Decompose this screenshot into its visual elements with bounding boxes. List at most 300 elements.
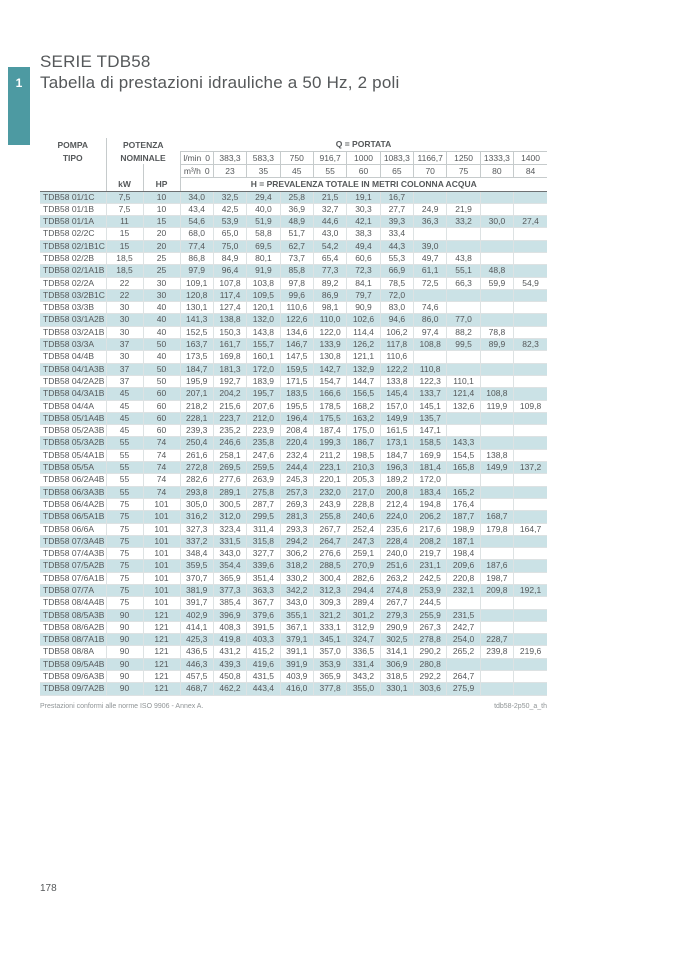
head-value-cell: 133,9 [313,339,346,351]
head-value-cell: 267,7 [313,523,346,535]
head-value-cell: 198,5 [347,449,380,461]
head-value-cell: 77,3 [313,265,346,277]
head-value-cell [414,191,447,203]
head-value-cell: 146,7 [280,339,313,351]
head-value-cell: 223,1 [313,462,346,474]
header-pompa: POMPA [57,139,89,150]
head-value-cell: 157,0 [380,400,413,412]
head-value-cell: 443,4 [247,683,280,695]
head-value-cell: 303,6 [414,683,447,695]
head-value-cell: 110,6 [280,302,313,314]
pump-type-cell: TDB58 01/1B [40,203,106,215]
hp-cell: 30 [143,289,180,301]
header-blank [40,164,106,177]
head-value-cell: 294,4 [347,585,380,597]
head-value-cell: 32,5 [213,191,246,203]
hp-cell: 74 [143,437,180,449]
hp-cell: 121 [143,634,180,646]
head-value-cell [447,289,480,301]
head-value-cell: 299,5 [247,511,280,523]
head-value-cell: 348,4 [180,548,213,560]
head-value-cell: 39,0 [414,240,447,252]
header-row-m3h [40,164,547,177]
kw-cell: 18,5 [106,265,143,277]
kw-cell: 75 [106,523,143,535]
header-m3h-4: 55 [313,164,346,177]
head-value-cell: 277,6 [213,474,246,486]
head-value-cell: 287,7 [247,498,280,510]
hp-cell: 74 [143,449,180,461]
kw-cell: 37 [106,339,143,351]
head-value-cell: 391,9 [280,658,313,670]
hp-cell: 74 [143,486,180,498]
pump-type-cell: TDB58 04/3A1B [40,388,106,400]
head-value-cell: 343,0 [213,548,246,560]
kw-cell: 15 [106,240,143,252]
hp-cell: 60 [143,388,180,400]
head-value-cell: 207,1 [180,388,213,400]
head-value-cell: 44,3 [380,240,413,252]
head-value-cell: 77,0 [447,314,480,326]
head-value-cell: 122,0 [313,326,346,338]
head-value-cell: 246,6 [213,437,246,449]
table-row [40,511,547,523]
hp-cell: 101 [143,597,180,609]
section-number: 1 [15,76,23,90]
head-value-cell: 120,8 [180,289,213,301]
table-row [40,535,547,547]
head-value-cell: 186,7 [347,437,380,449]
head-value-cell: 169,8 [213,351,246,363]
head-value-cell: 179,8 [480,523,513,535]
head-value-cell: 44,6 [313,216,346,228]
head-value-cell: 120,1 [247,302,280,314]
head-value-cell: 194,8 [414,498,447,510]
table-row [40,425,547,437]
head-value-cell: 359,5 [180,560,213,572]
head-value-cell: 78,5 [380,277,413,289]
pump-type-cell: TDB58 07/7A [40,585,106,597]
head-value-cell: 134,6 [280,326,313,338]
head-value-cell: 89,2 [313,277,346,289]
head-value-cell [447,240,480,252]
head-value-cell: 219,6 [514,646,547,658]
table-row [40,351,547,363]
head-value-cell: 53,9 [213,216,246,228]
head-value-cell: 261,6 [180,449,213,461]
pump-type-cell: TDB58 08/7A1B [40,634,106,646]
hp-cell: 50 [143,375,180,387]
head-value-cell [480,425,513,437]
head-value-cell [514,548,547,560]
pump-type-cell: TDB58 03/2A1B [40,326,106,338]
head-value-cell: 173,5 [180,351,213,363]
head-value-cell: 54,9 [514,277,547,289]
head-value-cell: 223,7 [213,412,246,424]
head-value-cell: 312,9 [347,621,380,633]
pump-type-cell: TDB58 09/5A4B [40,658,106,670]
head-value-cell: 300,5 [213,498,246,510]
head-value-cell: 127,4 [213,302,246,314]
header-blank [40,177,106,191]
head-value-cell: 279,3 [380,609,413,621]
head-value-cell [480,597,513,609]
head-value-cell [514,486,547,498]
table-row [40,609,547,621]
kw-cell: 90 [106,671,143,683]
head-value-cell: 209,6 [447,560,480,572]
head-value-cell: 198,9 [447,523,480,535]
head-value-cell [480,437,513,449]
head-value-cell: 150,3 [213,326,246,338]
pump-type-cell: TDB58 03/2B1C [40,289,106,301]
table-row [40,326,547,338]
head-value-cell: 239,3 [180,425,213,437]
head-value-cell: 280,8 [414,658,447,670]
head-value-cell: 315,8 [247,535,280,547]
kw-cell: 75 [106,548,143,560]
head-value-cell: 72,5 [414,277,447,289]
head-value-cell: 34,0 [180,191,213,203]
head-value-cell [514,302,547,314]
pump-type-cell: TDB58 01/1A [40,216,106,228]
head-value-cell [514,658,547,670]
head-value-cell: 117,8 [380,339,413,351]
head-value-cell: 163,7 [180,339,213,351]
head-value-cell [480,375,513,387]
head-value-cell: 69,5 [247,240,280,252]
head-value-cell: 305,0 [180,498,213,510]
head-value-cell: 166,6 [313,388,346,400]
head-value-cell: 355,0 [347,683,380,695]
head-value-cell: 264,7 [313,535,346,547]
head-value-cell: 212,0 [247,412,280,424]
head-value-cell: 187,4 [313,425,346,437]
head-value-cell: 425,3 [180,634,213,646]
table-row [40,646,547,658]
header-lmin-10: 1400 [514,151,547,164]
head-value-cell: 235,2 [213,425,246,437]
hp-cell: 101 [143,572,180,584]
head-value-cell: 245,3 [280,474,313,486]
head-value-cell: 86,9 [313,289,346,301]
head-value-cell: 192,1 [514,585,547,597]
head-value-cell: 318,5 [380,671,413,683]
head-value-cell: 209,8 [480,585,513,597]
head-value-cell: 351,4 [247,572,280,584]
head-value-cell: 110,0 [313,314,346,326]
head-value-cell [514,326,547,338]
head-value-cell: 367,1 [280,621,313,633]
head-value-cell: 106,2 [380,326,413,338]
head-value-cell: 290,9 [380,621,413,633]
head-value-cell: 39,3 [380,216,413,228]
table-row [40,548,547,560]
kw-cell: 18,5 [106,252,143,264]
head-value-cell: 343,0 [280,597,313,609]
head-value-cell: 276,6 [313,548,346,560]
head-value-cell: 147,5 [280,351,313,363]
head-value-cell [514,375,547,387]
head-value-cell: 247,3 [347,535,380,547]
head-value-cell [414,289,447,301]
head-value-cell: 82,3 [514,339,547,351]
head-value-cell: 254,0 [447,634,480,646]
head-value-cell: 381,9 [180,585,213,597]
hp-cell: 121 [143,609,180,621]
head-value-cell: 145,4 [380,388,413,400]
head-value-cell: 275,9 [447,683,480,695]
head-value-cell: 306,9 [380,658,413,670]
header-lmin-4: 916,7 [313,151,346,164]
pump-type-cell: TDB58 03/1A2B [40,314,106,326]
head-value-cell: 102,6 [347,314,380,326]
kw-cell: 55 [106,449,143,461]
head-value-cell: 121,1 [347,351,380,363]
head-value-cell: 85,8 [280,265,313,277]
head-value-cell: 51,9 [247,216,280,228]
head-value-cell: 323,4 [213,523,246,535]
head-value-cell [480,203,513,215]
head-value-cell: 281,3 [280,511,313,523]
kw-cell: 90 [106,634,143,646]
head-value-cell: 147,1 [414,425,447,437]
head-value-cell: 242,5 [414,572,447,584]
head-value-cell: 263,9 [247,474,280,486]
head-value-cell: 121,4 [447,388,480,400]
head-value-cell: 355,1 [280,609,313,621]
head-value-cell: 196,4 [280,412,313,424]
kw-cell: 75 [106,535,143,547]
head-value-cell: 312,0 [213,511,246,523]
head-value-cell: 58,8 [247,228,280,240]
head-value-cell [414,228,447,240]
head-value-cell: 94,6 [380,314,413,326]
head-value-cell: 43,4 [180,203,213,215]
head-value-cell: 316,2 [180,511,213,523]
head-value-cell: 235,6 [380,523,413,535]
head-value-cell: 75,0 [213,240,246,252]
hp-cell: 25 [143,265,180,277]
head-value-cell: 278,8 [414,634,447,646]
head-value-cell [447,351,480,363]
head-value-cell: 244,4 [280,462,313,474]
kw-cell: 55 [106,486,143,498]
head-value-cell: 155,7 [247,339,280,351]
head-value-cell: 78,8 [480,326,513,338]
head-value-cell: 235,8 [247,437,280,449]
hp-cell: 30 [143,277,180,289]
head-value-cell: 419,8 [213,634,246,646]
head-value-cell: 109,1 [180,277,213,289]
pump-type-cell: TDB58 03/3A [40,339,106,351]
head-value-cell: 88,2 [447,326,480,338]
hp-cell: 25 [143,252,180,264]
kw-cell: 37 [106,375,143,387]
head-value-cell: 163,2 [347,412,380,424]
head-value-cell [480,228,513,240]
head-value-cell: 51,7 [280,228,313,240]
head-value-cell: 68,0 [180,228,213,240]
pump-type-cell: TDB58 05/3A2B [40,437,106,449]
pump-type-cell: TDB58 05/5A [40,462,106,474]
head-value-cell: 103,8 [247,277,280,289]
head-value-cell: 267,3 [414,621,447,633]
head-value-cell: 33,4 [380,228,413,240]
kw-cell: 90 [106,646,143,658]
hp-cell: 10 [143,203,180,215]
head-value-cell: 311,4 [247,523,280,535]
head-value-cell: 54,2 [313,240,346,252]
head-value-cell [514,671,547,683]
head-value-cell: 377,8 [313,683,346,695]
head-value-cell: 231,1 [414,560,447,572]
head-value-cell: 172,0 [247,363,280,375]
head-value-cell: 21,5 [313,191,346,203]
head-value-cell: 43,0 [313,228,346,240]
head-value-cell: 408,3 [213,621,246,633]
head-value-cell: 133,7 [414,388,447,400]
head-value-cell: 66,3 [447,277,480,289]
head-value-cell: 130,8 [313,351,346,363]
head-value-cell: 321,2 [313,609,346,621]
head-value-cell [480,351,513,363]
head-value-cell [514,191,547,203]
head-value-cell [514,609,547,621]
head-value-cell: 353,9 [313,658,346,670]
head-value-cell: 55,1 [447,265,480,277]
head-value-cell [514,621,547,633]
hp-cell: 15 [143,216,180,228]
kw-cell: 90 [106,658,143,670]
head-value-cell: 32,7 [313,203,346,215]
head-value-cell: 462,2 [213,683,246,695]
head-value-cell [514,412,547,424]
hp-cell: 40 [143,302,180,314]
kw-cell: 75 [106,560,143,572]
table-row [40,474,547,486]
head-value-cell: 289,1 [213,486,246,498]
hp-cell: 121 [143,621,180,633]
page-number: 178 [40,883,57,894]
pump-type-cell: TDB58 08/4A4B [40,597,106,609]
head-value-cell: 184,7 [380,449,413,461]
head-value-cell: 178,5 [313,400,346,412]
header-lmin-7: 1166,7 [414,151,447,164]
head-value-cell: 220,1 [313,474,346,486]
head-value-cell: 24,9 [414,203,447,215]
head-value-cell: 80,1 [247,252,280,264]
head-value-cell: 72,3 [347,265,380,277]
head-value-cell: 145,1 [414,400,447,412]
hp-cell: 20 [143,228,180,240]
hp-cell: 40 [143,326,180,338]
head-value-cell: 239,8 [480,646,513,658]
head-value-cell: 195,9 [180,375,213,387]
pump-type-cell: TDB58 07/5A2B [40,560,106,572]
head-value-cell: 270,9 [347,560,380,572]
kw-cell: 90 [106,621,143,633]
header-hp: HP [143,177,180,191]
pump-type-cell: TDB58 04/4B [40,351,106,363]
head-value-cell: 183,4 [414,486,447,498]
header-lmin-8: 1250 [447,151,480,164]
hp-cell: 60 [143,400,180,412]
head-value-cell: 450,8 [213,671,246,683]
head-value-cell: 363,3 [247,585,280,597]
head-value-cell: 282,6 [180,474,213,486]
head-value-cell [514,228,547,240]
head-value-cell: 184,7 [180,363,213,375]
head-value-cell: 457,5 [180,671,213,683]
head-value-cell: 62,7 [280,240,313,252]
head-value-cell: 269,5 [213,462,246,474]
head-value-cell: 187,1 [447,535,480,547]
hp-cell: 50 [143,339,180,351]
table-row [40,658,547,670]
head-value-cell: 208,4 [280,425,313,437]
head-value-cell: 370,7 [180,572,213,584]
head-value-cell: 156,5 [347,388,380,400]
head-value-cell: 149,9 [480,462,513,474]
head-value-cell [514,437,547,449]
head-value-cell: 251,6 [380,560,413,572]
head-value-cell: 83,0 [380,302,413,314]
header-h-prevalenza: H = PREVALENZA TOTALE IN METRI COLONNA ACQUA [180,177,547,191]
head-value-cell [514,425,547,437]
table-row [40,375,547,387]
head-value-cell [514,474,547,486]
head-value-cell: 183,9 [247,375,280,387]
head-value-cell: 439,3 [213,658,246,670]
head-value-cell: 228,1 [180,412,213,424]
header-m3h-8: 75 [447,164,480,177]
head-value-cell: 255,8 [313,511,346,523]
head-value-cell: 336,5 [347,646,380,658]
pump-type-cell: TDB58 05/4A1B [40,449,106,461]
head-value-cell: 183,5 [280,388,313,400]
page-title: SERIE TDB58 [40,52,151,71]
table-row [40,363,547,375]
head-value-cell [480,658,513,670]
head-value-cell: 181,4 [414,462,447,474]
head-value-cell: 212,4 [380,498,413,510]
header-lmin-unit-label: l/min [183,152,202,163]
head-value-cell: 275,8 [247,486,280,498]
head-value-cell: 385,4 [213,597,246,609]
header-row-lmin [40,151,547,164]
table-row [40,314,547,326]
head-value-cell: 357,0 [313,646,346,658]
table-row [40,523,547,535]
head-value-cell: 133,8 [380,375,413,387]
head-value-cell: 73,7 [280,252,313,264]
head-value-cell [447,228,480,240]
hp-cell: 74 [143,474,180,486]
head-value-cell: 228,8 [347,498,380,510]
head-value-cell: 207,6 [247,400,280,412]
head-value-cell: 367,7 [247,597,280,609]
header-lmin-1: 383,3 [213,151,246,164]
performance-table-wrap [40,138,547,696]
header-m3h-10: 84 [514,164,547,177]
kw-cell: 22 [106,289,143,301]
header-lmin-value: 0 [205,152,211,163]
kw-cell: 90 [106,609,143,621]
hp-cell: 121 [143,671,180,683]
header-q-portata: Q = PORTATA [180,138,547,151]
head-value-cell [514,597,547,609]
